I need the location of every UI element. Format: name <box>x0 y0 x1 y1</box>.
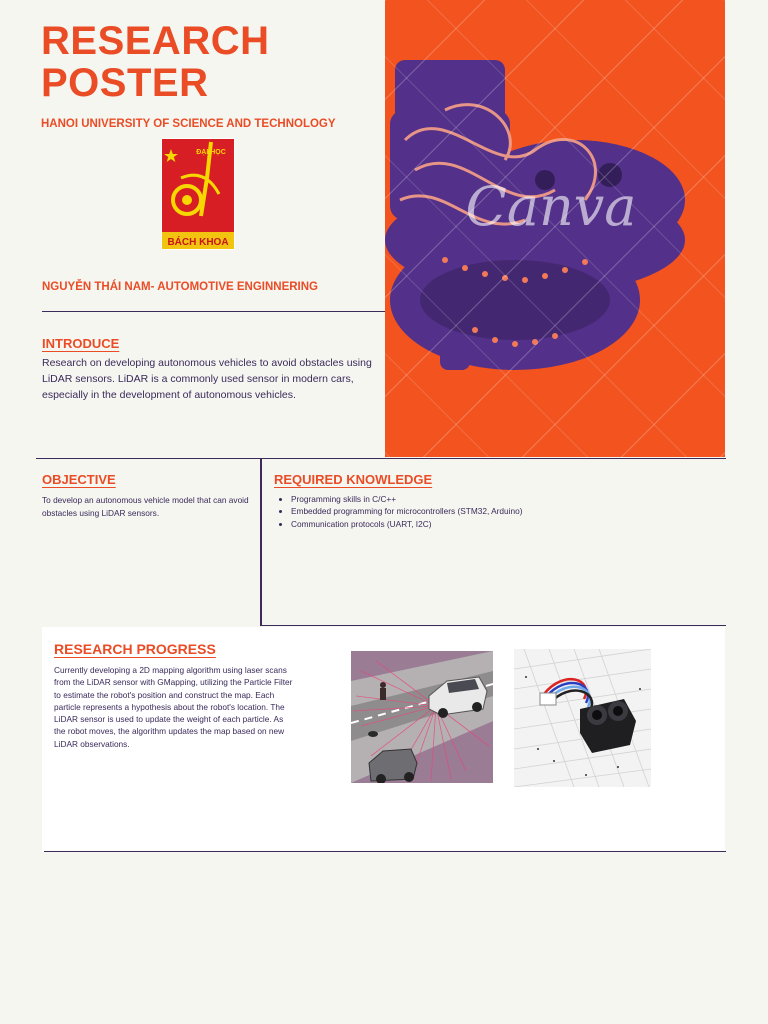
divider-progress-top <box>262 625 726 626</box>
logo-text-top: ĐẠI HỌC <box>196 149 226 156</box>
column-divider <box>260 458 262 626</box>
knowledge-heading: REQUIRED KNOWLEDGE <box>274 472 433 487</box>
lidar-car-illustration <box>351 651 493 783</box>
introduce-heading: INTRODUCE <box>42 336 120 351</box>
progress-heading: RESEARCH PROGRESS <box>54 641 216 657</box>
canva-watermark: Canva <box>465 175 637 238</box>
knowledge-item: • Embedded programming for microcontrollers (STM32, Arduino) <box>291 505 716 517</box>
knowledge-item: • Communication protocols (UART, I2C) <box>291 518 716 530</box>
divider-bottom <box>44 851 726 852</box>
university-logo <box>161 138 235 250</box>
divider-main <box>36 458 726 459</box>
poster-title: RESEARCH POSTER <box>41 19 270 105</box>
lidar-sensor-render <box>514 649 651 787</box>
objective-text: To develop an autonomous vehicle model that can avoid obstacles using LiDAR sensors. <box>42 495 249 518</box>
university-name: HANOI UNIVERSITY OF SCIENCE AND TECHNOLOGY <box>41 118 336 130</box>
author-line: NGUYỄN THÁI NAM- AUTOMOTIVE ENGINNERING <box>42 281 319 293</box>
introduce-text: Research on developing autonomous vehicles to avoid obstacles using LiDAR sensors. LiDAR is a commonly used sensor in modern cars, especially in the development of autonomous vehicles. <box>42 357 372 401</box>
logo-text-bottom: BÁCH KHOA <box>167 237 229 248</box>
robot-hero-image <box>385 0 725 457</box>
knowledge-list <box>276 493 716 530</box>
progress-text: Currently developing a 2D mapping algorithm using laser scans from the LiDAR sensor with GMapping, utilizing the Particle Filter to estimate the robot's position and construct the map. Each particle represents a hypothesis about the robot's location. The LiDAR sensor is used to update the weight of each particle. As the robot moves, the algorithm updates the map based on new LiDAR observations. <box>54 665 293 749</box>
divider-author <box>42 311 385 312</box>
knowledge-item: • Programming skills in C/C++ <box>291 493 716 505</box>
objective-heading: OBJECTIVE <box>42 472 116 487</box>
